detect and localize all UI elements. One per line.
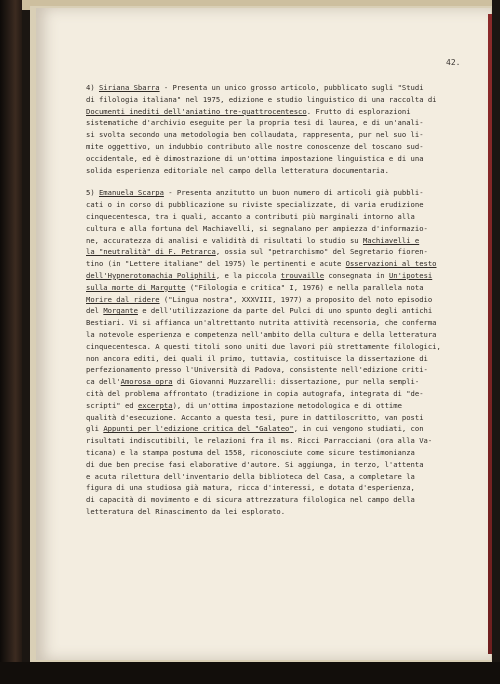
text-line: [86, 435, 458, 447]
text-line: [86, 106, 458, 118]
underlined-title: Amorosa opra: [120, 377, 173, 387]
text-segment: ticana) e la stampa postuma del 1558, riconosciute come sicure testimonianza: [86, 447, 415, 457]
text-line: [86, 364, 458, 376]
text-line: [86, 400, 458, 412]
text-segment: cati o in corso di pubblicazione su riviste specializzate, di varia erudizione: [86, 200, 424, 210]
text-line: [86, 412, 458, 424]
underlined-title: trouvaille: [280, 270, 325, 280]
underlined-title: Siriana Sbarra: [98, 83, 160, 92]
text-segment: del: [86, 306, 104, 316]
text-segment: non ancora editi, dei quali il primo, tuttavia, costituisce la dissertazione di: [86, 353, 428, 363]
underlined-title: Morgante: [103, 306, 138, 316]
text-segment: cultura e alla fortuna del Machiavelli, si segnalano per ampiezza d'informazio-: [86, 223, 428, 233]
text-segment: ("Lingua nostra", XXXVIII, 1977) a proposito del noto episodio: [159, 294, 433, 304]
underlined-title: Documenti inediti dell'aniatino tre-quattrocentesco: [86, 106, 307, 116]
text-segment: perfezionamento presso l'Università di Padova, consistente nell'edizione criti-: [86, 365, 428, 375]
text-segment: ), di un'ottima impostazione metodologica e di ottime: [172, 400, 402, 410]
text-segment: - Presenta un unico grosso articolo, pubblicato sugli "Studi: [159, 83, 424, 92]
text-segment: e acuta rilettura dell'inventario della biblioteca del Casa, a completare la: [86, 471, 415, 481]
text-line: [86, 471, 458, 483]
background-bottom: [0, 662, 500, 684]
underlined-title: Osservazioni al testo: [345, 259, 437, 269]
text-segment: 4): [86, 83, 99, 92]
text-segment: Bestiari. Vi si affianca un'altrettanto nutrita attività recensoria, che conferma: [86, 318, 437, 328]
text-line: [86, 341, 458, 353]
text-segment: mite oggettivo, un indubbio contributo alle nostre conoscenze del toscano sud-: [86, 141, 424, 151]
text-segment: - Presenta anzitutto un buon numero di articoli già pubbli-: [163, 188, 424, 198]
text-line: [86, 211, 458, 223]
text-segment: di Giovanni Muzzarelli: dissertazione, pur nella sempli-: [172, 377, 420, 387]
underlined-title: excerpta: [137, 400, 173, 410]
text-line: [86, 82, 458, 94]
text-line: [86, 317, 458, 329]
text-line: [86, 246, 458, 258]
underlined-title: la "neutralità" di F. Petrarca: [86, 247, 216, 257]
book-binding: [0, 0, 22, 684]
page-edge: [488, 14, 492, 654]
text-line: [86, 329, 458, 341]
text-segment: di filologia italiana" nel 1975, edizione e studio linguistico di una raccolta di: [86, 94, 437, 104]
text-line: [86, 294, 458, 306]
text-line: [86, 94, 458, 106]
text-line: [86, 258, 458, 270]
text-segment: cinquecentesca. A questi titoli sono uniti due lavori più strettamente filologici,: [86, 341, 441, 351]
text-segment: la notevole esperienza e competenza nell'ambito della cultura e della letteratura: [86, 329, 437, 339]
text-line: [86, 165, 458, 177]
text-line: [86, 117, 458, 129]
text-line: [86, 199, 458, 211]
underlined-title: Appunti per l'edizione critica del "Galateo": [103, 424, 294, 434]
text-line: [86, 270, 458, 282]
underlined-title: Machiavelli e: [362, 235, 420, 245]
text-segment: tino (in "Lettere italiane" del 1975) le pertinenti e acute: [86, 259, 346, 269]
text-segment: . Frutto di esplorazioni: [306, 106, 411, 116]
text-segment: ca dell': [86, 377, 121, 387]
text-segment: , in cui vengono studiati, con: [293, 424, 424, 434]
text-segment: e dell'utilizzazione da parte del Pulci di uno spunto degli antichi: [137, 306, 433, 316]
text-line: [86, 447, 458, 459]
text-segment: cinquecentesca, tra i quali, accanto a contributi più marginali intorno alla: [86, 211, 415, 221]
text-segment: gli: [86, 424, 104, 434]
text-line: [86, 223, 458, 235]
text-line: [86, 376, 458, 388]
text-line: [86, 494, 458, 506]
text-line: [86, 353, 458, 365]
text-line: [86, 506, 458, 518]
text-line: [86, 129, 458, 141]
paragraph: [86, 82, 458, 176]
paragraph: [86, 187, 458, 517]
text-segment: occidentale, ed è dimostrazione di un'ottima impostazione linguistica e di una: [86, 153, 424, 163]
underlined-title: sulla morte di Margutte: [86, 282, 186, 292]
text-line: [86, 423, 458, 435]
text-segment: di capacità di movimento e di sicura attrezzatura filologica nel campo della: [86, 495, 415, 505]
text-segment: , ossia sul "petrarchismo" del Segretario fioren-: [215, 247, 428, 257]
text-segment: si svolta secondo una metodologia ben collaudata, rappresenta, pur nel suo li-: [86, 130, 424, 140]
text-segment: di due ben precise fasi elaborative d'autore. Si aggiunga, in terzo, l'attenta: [86, 459, 424, 469]
underlined-title: Un'ipotesi: [388, 270, 433, 280]
page-number: 42.: [446, 58, 461, 67]
underlined-title: Emanuela Scarpa: [98, 188, 164, 198]
text-line: [86, 459, 458, 471]
text-segment: solida esperienza editoriale nel campo della letteratura documentaria.: [86, 165, 389, 175]
text-segment: sistematiche d'archivio eseguite per la propria tesi di laurea, e di un'anali-: [86, 118, 424, 128]
underlined-title: Morire dal ridere: [86, 294, 160, 304]
text-line: [86, 141, 458, 153]
text-segment: qualità d'esecuzione. Accanto a questa tesi, pure in dattiloscritto, van posti: [86, 412, 424, 422]
text-segment: , e la piccola: [215, 270, 281, 280]
text-segment: consegnata in: [324, 270, 389, 280]
text-line: [86, 153, 458, 165]
text-line: [86, 187, 458, 199]
document-body: [86, 82, 458, 518]
text-line: [86, 282, 458, 294]
underlined-title: dell'Hypnerotomachia Poliphili: [86, 270, 216, 280]
text-segment: 5): [86, 188, 99, 198]
text-line: [86, 482, 458, 494]
text-segment: ne, accuratezza di analisi e validità di risultati lo studio su: [86, 235, 363, 245]
text-segment: letteratura del Rinascimento da lei esplorato.: [86, 506, 286, 516]
text-segment: scripti" ed: [86, 400, 138, 410]
text-segment: cità del problema affrontato (tradizione in copia autografa, integrata di "de-: [86, 388, 424, 398]
text-segment: risultati indiscutibili, le relazioni fra il ms. Ricci Parracciani (ora alla Va-: [86, 436, 433, 446]
text-line: [86, 388, 458, 400]
text-line: [86, 235, 458, 247]
text-line: [86, 305, 458, 317]
text-segment: figura di una studiosa già matura, ricca d'interessi, e dotata d'esperienza,: [86, 483, 415, 493]
text-segment: ("Filologia e critica" I, 1976) e nella parallela nota: [185, 282, 424, 292]
